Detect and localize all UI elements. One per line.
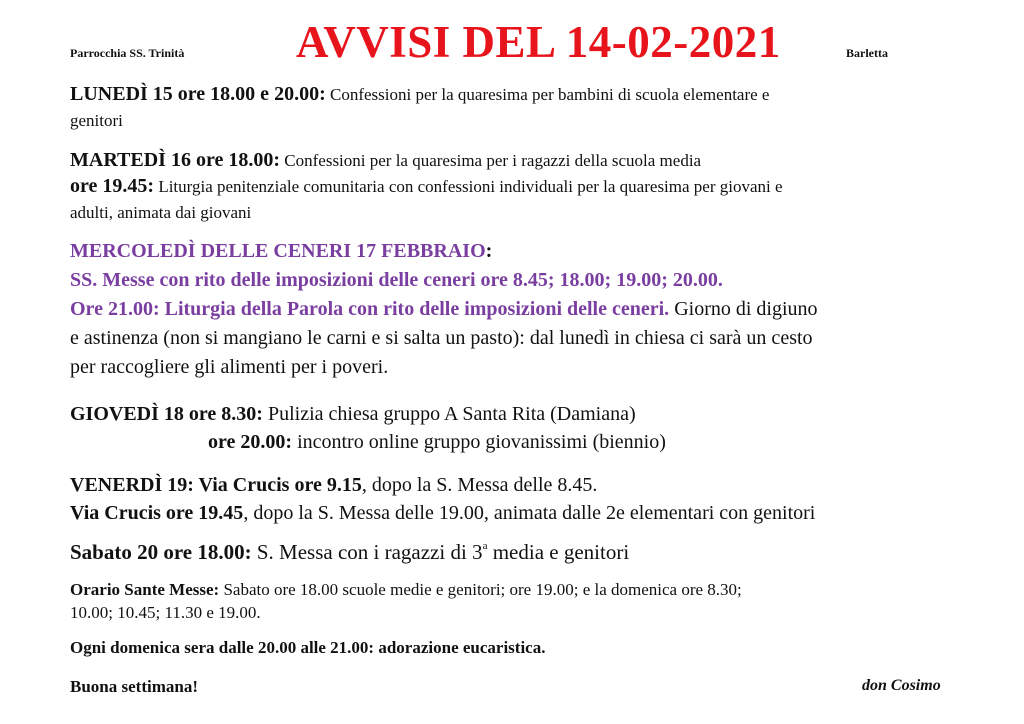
signature: don Cosimo <box>862 677 941 694</box>
adoration-notice <box>70 638 970 658</box>
wednesday-fast-end: per raccogliere gli alimenti per i poveri. <box>70 356 389 378</box>
tuesday-heading-2: ore 19.45: <box>70 175 155 197</box>
friday-heading: VENERDÌ 19: Via Crucis ore 9.15 <box>70 474 362 496</box>
city-name: Barletta <box>846 46 888 60</box>
tuesday-heading: MARTEDÌ 16 ore 18.00: <box>70 149 281 171</box>
wednesday-liturgy: Ore 21.00: Liturgia della Parola con rito delle imposizioni delle ceneri. <box>70 298 670 320</box>
saturday-heading: Sabato 20 ore 18.00: <box>70 540 252 564</box>
thursday-heading: GIOVEDÌ 18 ore 8.30: <box>70 403 263 425</box>
adoration-text: Ogni domenica sera dalle 20.00 alle 21.00: adorazione eucaristica. <box>70 638 546 657</box>
notice-monday <box>70 82 970 133</box>
notice-friday <box>70 471 970 527</box>
thursday-heading-2: ore 20.00: <box>208 431 293 453</box>
thursday-text-2: incontro online gruppo giovanissimi (biennio) <box>292 431 666 453</box>
schedule-text: Sabato ore 18.00 scuole medie e genitori; ore 19.00; e la domenica ore 8.30; <box>219 580 742 599</box>
saturday-text-end: media e genitori <box>487 540 630 564</box>
saturday-text: S. Messa con i ragazzi di 3 <box>251 540 483 564</box>
wednesday-fast-cont: e astinenza (non si mangiano le carni e si salta un pasto): dal lunedì in chiesa ci sarà un cesto <box>70 327 813 349</box>
closing-text: Buona settimana! <box>70 677 198 696</box>
friday-text: , dopo la S. Messa delle 8.45. <box>361 474 598 496</box>
monday-text: Confessioni per la quaresima per bambini di scuola elementare e <box>325 85 770 104</box>
tuesday-text-2: Liturgia penitenziale comunitaria con confessioni individuali per la quaresima per giovani e <box>154 177 783 196</box>
monday-heading: LUNEDÌ 15 ore 18.00 e 20.00: <box>70 83 326 105</box>
notice-tuesday <box>70 148 970 225</box>
wednesday-fast: Giorno di digiuno <box>669 298 818 320</box>
page-title: AVVISI DEL 14-02-2021 <box>296 17 781 67</box>
wednesday-heading: MERCOLEDÌ DELLE CENERI 17 FEBBRAIO <box>70 240 486 262</box>
tuesday-text: Confessioni per la quaresima per i ragazzi della scuola media <box>280 151 702 170</box>
closing-greeting <box>70 677 970 697</box>
wednesday-masses: SS. Messe con rito delle imposizioni delle ceneri ore 8.45; 18.00; 19.00; 20.00. <box>70 269 723 291</box>
thursday-text: Pulizia chiesa gruppo A Santa Rita (Damiana) <box>262 403 636 425</box>
saturday-superscript: a <box>482 540 488 552</box>
monday-text-cont: genitori <box>70 111 123 130</box>
schedule-heading: Orario Sante Messe: <box>70 580 220 599</box>
friday-text-2: , dopo la S. Messa delle 19.00, animata dalle 2e elementari con genitori <box>243 502 816 524</box>
wednesday-colon: : <box>485 240 493 262</box>
mass-schedule <box>70 578 970 624</box>
tuesday-text-3: adulti, animata dai giovani <box>70 203 252 222</box>
notice-saturday <box>70 537 970 567</box>
schedule-text-2: 10.00; 10.45; 11.30 e 19.00. <box>70 603 261 622</box>
friday-heading-2: Via Crucis ore 19.45 <box>70 502 244 524</box>
notice-wednesday <box>70 237 970 382</box>
notice-thursday <box>70 400 970 456</box>
parish-name: Parrocchia SS. Trinità <box>70 46 185 60</box>
